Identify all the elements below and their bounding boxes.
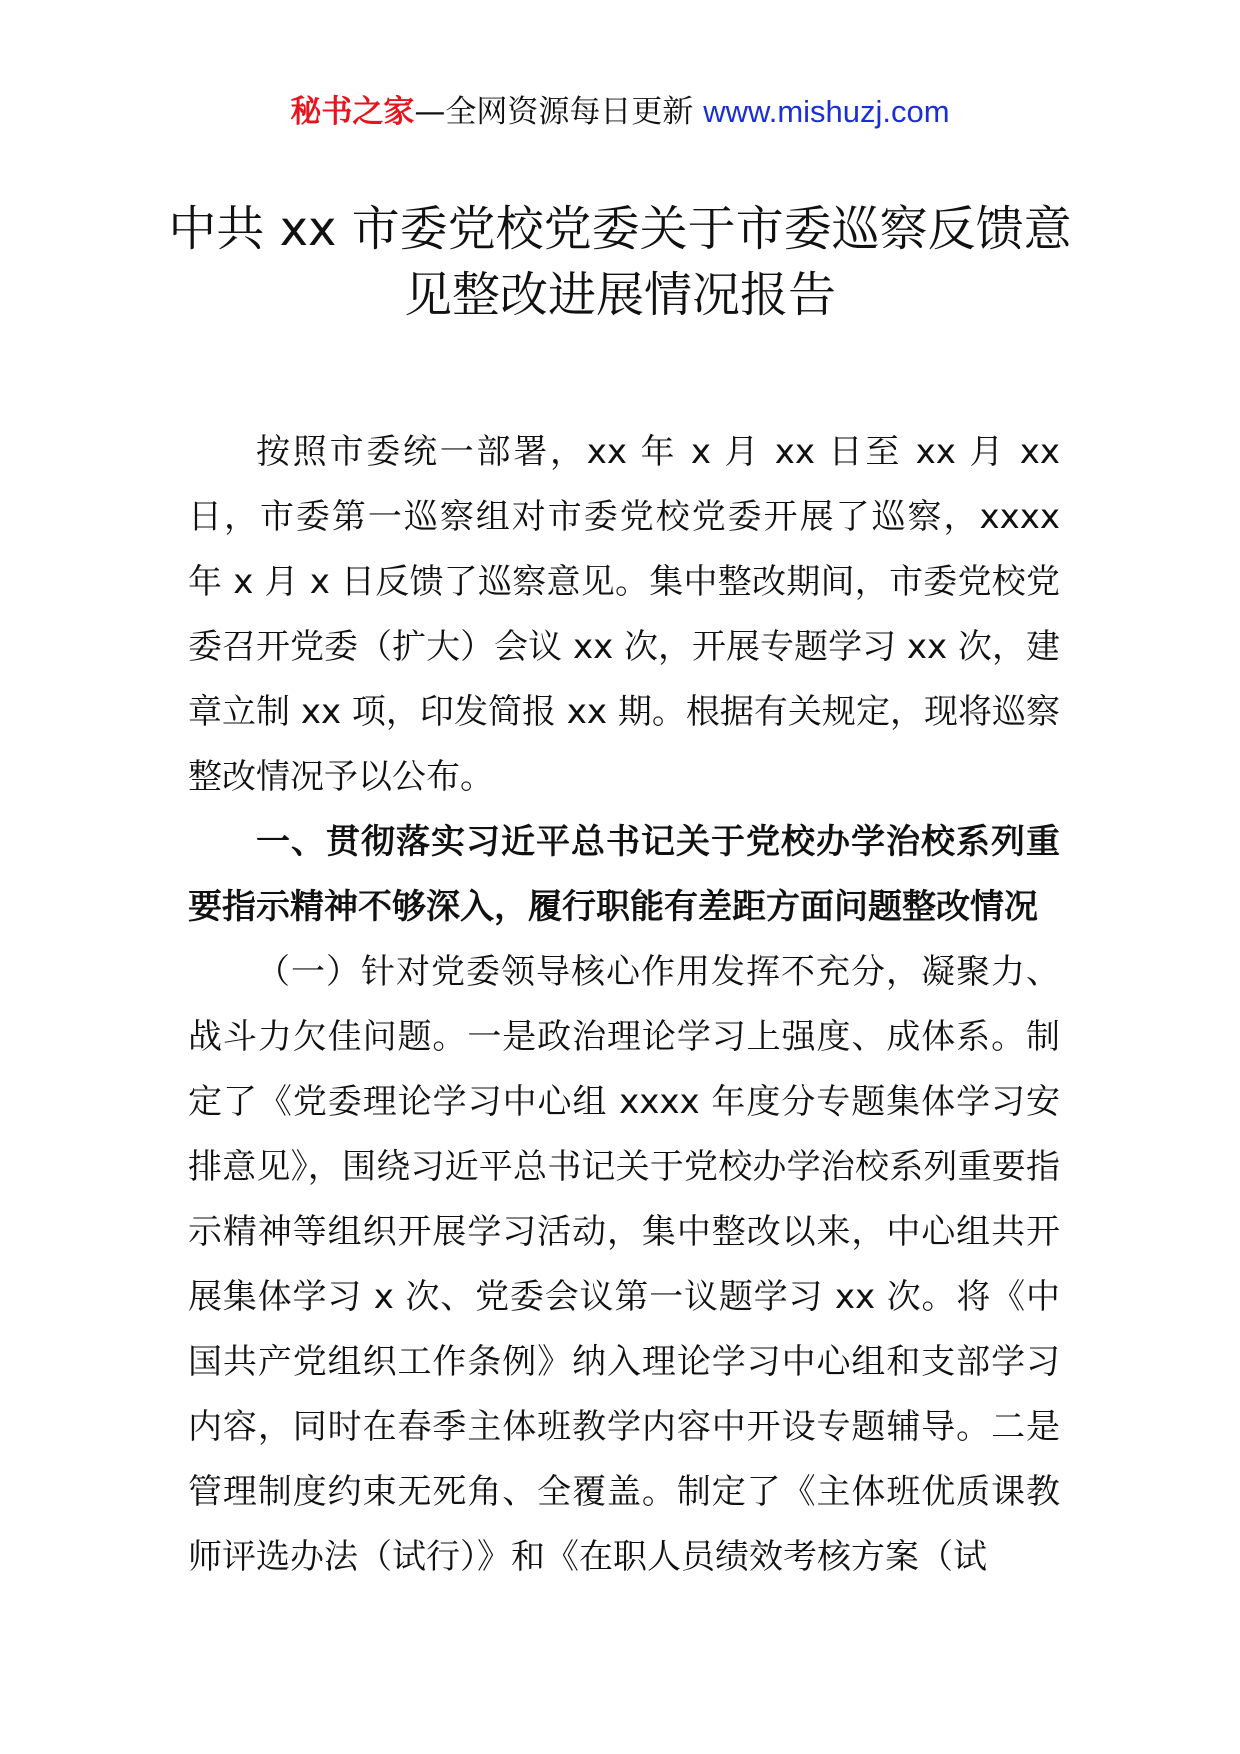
document-title-line1: 中共 xx 市委党校党委关于市委巡察反馈意: [168, 201, 1072, 257]
banner-brand: 秘书之家: [290, 94, 415, 130]
document-title-line2: 见整改进展情况报告: [403, 267, 836, 323]
document-body: [188, 420, 1060, 1590]
section-heading-1: 一、贯彻落实习近平总书记关于党校办学治校系列重要指示精神不够深入，履行职能有差距方面问题整改情况: [188, 822, 1060, 927]
site-banner: [0, 92, 1240, 132]
document-title: [150, 196, 1090, 328]
intro-paragraph: 按照市委统一部署，xx 年 x 月 xx 日至 xx 月 xx 日，市委第一巡察组对市委党校党委开展了巡察，xxxx 年 x 月 x 日反馈了巡察意见。集中整改期间，市委党校党委召开党委（扩大）会议 xx 次，开展专题学习 xx 次，建章立制 xx 项，印发简报 xx 期。根据有关规定，现将巡察整改情况予以公布。: [188, 432, 1060, 797]
banner-slogan: —全网资源每日更新: [414, 94, 694, 130]
section-paragraph-1: （一）针对党委领导核心作用发挥不充分，凝聚力、战斗力欠佳问题。一是政治理论学习上强度、成体系。制定了《党委理论学习中心组 xxxx 年度分专题集体学习安排意见》，围绕习近平总书记关于党校办学治校系列重要指示精神等组织开展学习活动，集中整改以来，中心组共开展集体学习 x 次、党委会议第一议题学习 xx 次。将《中国共产党组织工作条例》纳入理论学习中心组和支部学习内容，同时在春季主体班教学内容中开设专题辅导。二是管理制度约束无死角、全覆盖。制定了《主体班优质课教师评选办法（试行）》和《在职人员绩效考核方案（试: [188, 952, 1060, 1577]
banner-url-link[interactable]: www.mishuzj.com: [703, 94, 950, 129]
